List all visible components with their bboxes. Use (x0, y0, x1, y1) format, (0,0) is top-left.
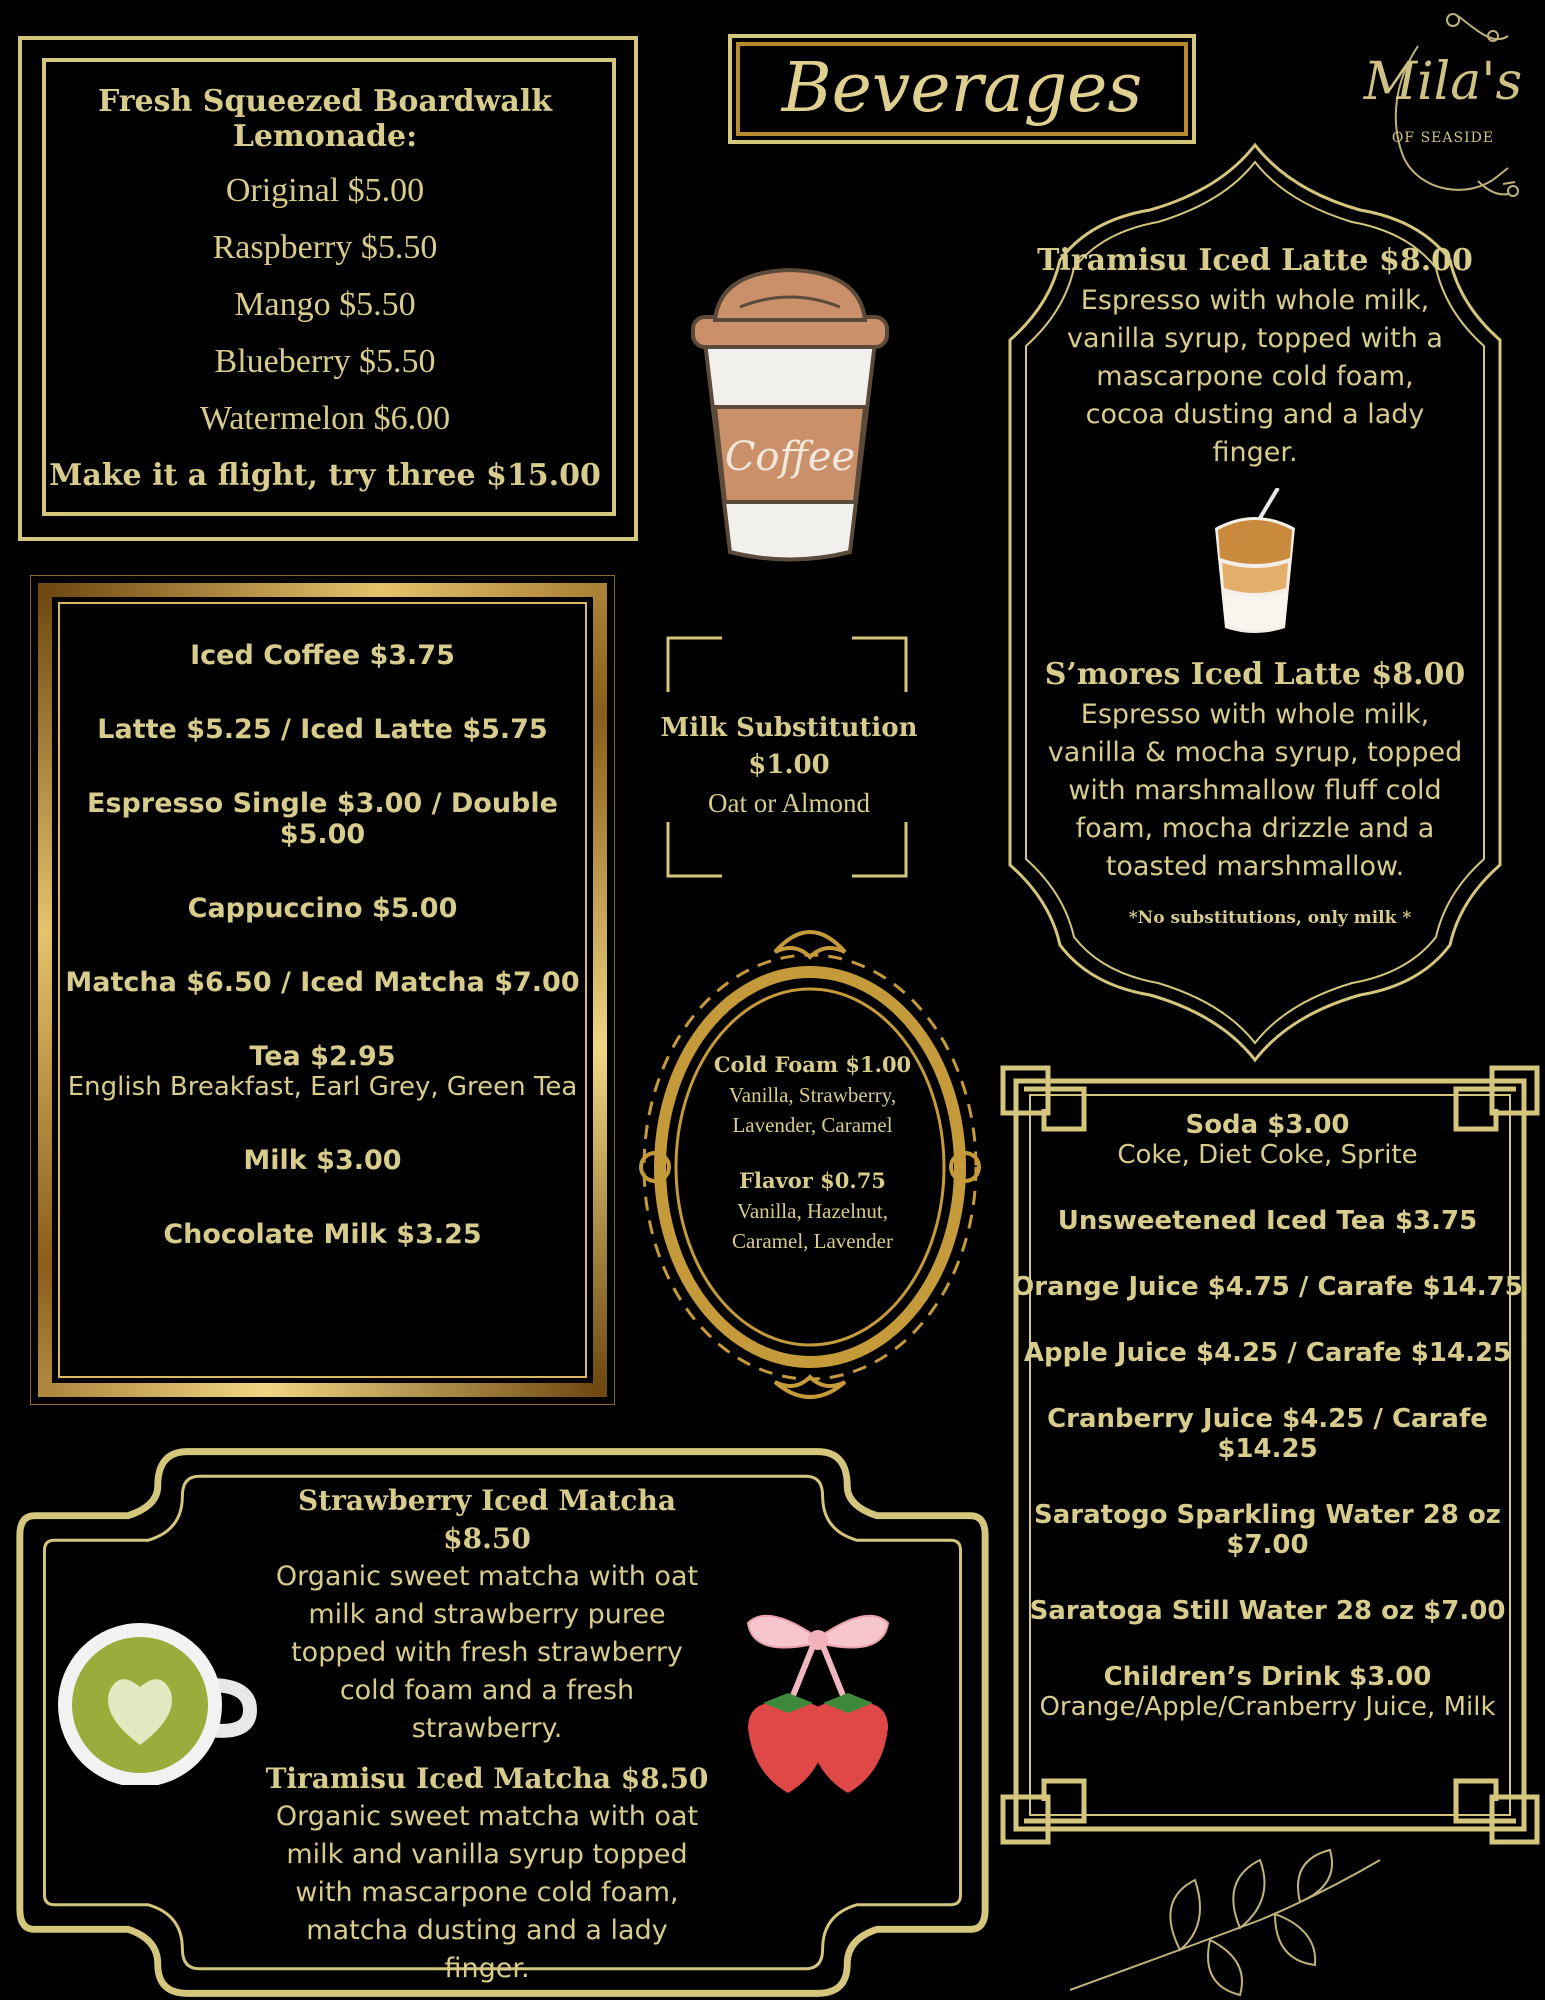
cold-foam-options: Vanilla, Strawberry, (728, 1083, 897, 1107)
milk-substitution-panel (650, 710, 928, 822)
soda-item: Soda $3.00 (1185, 1110, 1350, 1140)
lemonade-item: Watermelon $6.00 (199, 400, 451, 437)
coffee-item: Espresso Single $3.00 / Double $5.00 (87, 788, 558, 850)
lemonade-item: Blueberry $5.50 (214, 343, 436, 380)
logo-name: Mila's (1363, 52, 1523, 112)
tiramisu-latte-desc: vanilla syrup, topped with a (1067, 323, 1443, 354)
strawberry-matcha-desc: Organic sweet matcha with oat (275, 1561, 699, 1592)
matcha-cup-icon (50, 1615, 260, 1785)
flavor-options: Caramel, Lavender (732, 1229, 893, 1253)
drink-item: Unsweetened Iced Tea $3.75 (1057, 1206, 1478, 1236)
drink-item: Orange Juice $4.75 / Carafe $14.75 (1012, 1272, 1523, 1302)
lemonade-item: Mango $5.50 (234, 286, 416, 323)
coffee-item: Iced Coffee $3.75 (190, 640, 455, 671)
drink-item: Saratogo Sparkling Water 28 oz $7.00 (1034, 1500, 1501, 1560)
cold-foam-title: Cold Foam $1.00 (713, 1052, 912, 1077)
smores-latte-title: S’mores Iced Latte $8.00 (1044, 657, 1466, 692)
milk-substitution-price: $1.00 (748, 750, 830, 780)
flavor-title: Flavor $0.75 (739, 1168, 886, 1193)
logo-subtitle: OF SEASIDE (1391, 130, 1495, 146)
smores-latte-desc: with marshmallow fluff cold (1068, 775, 1442, 806)
strawberry-matcha-desc: topped with fresh strawberry (291, 1637, 683, 1668)
matcha-panel (262, 1482, 712, 1988)
tiramisu-latte-desc: finger. (1212, 437, 1298, 468)
lemonade-panel (20, 84, 630, 505)
milk-substitution-title: Milk Substitution (660, 713, 918, 743)
lemonade-item: Raspberry $5.50 (212, 229, 438, 266)
leaf-branch-icon (1060, 1840, 1400, 2000)
cold-foam-options: Lavender, Caramel (732, 1113, 893, 1137)
tiramisu-matcha-desc: milk and vanilla syrup topped (286, 1839, 688, 1870)
soda-options: Coke, Diet Coke, Sprite (1117, 1140, 1418, 1170)
coffee-item: Latte $5.25 / Iced Latte $5.75 (97, 714, 548, 745)
soda-panel (1010, 1110, 1525, 1758)
strawberry-bow-icon (738, 1598, 898, 1798)
smores-latte-desc: toasted marshmallow. (1105, 851, 1405, 882)
tiramisu-latte-desc: Espresso with whole milk, (1080, 285, 1430, 316)
strawberry-matcha-desc: strawberry. (411, 1713, 563, 1744)
lemonade-title: Fresh Squeezed Boardwalk Lemonade: (97, 84, 552, 154)
flavor-options: Vanilla, Hazelnut, (736, 1199, 889, 1223)
tea-options: English Breakfast, Earl Grey, Green Tea (67, 1072, 578, 1102)
children-drink-options: Orange/Apple/Cranberry Juice, Milk (1039, 1692, 1496, 1722)
page-title: Beverages (781, 49, 1143, 128)
coffee-panel (40, 640, 605, 1293)
smores-latte-desc: Espresso with whole milk, (1080, 699, 1430, 730)
tiramisu-matcha-title: Tiramisu Iced Matcha $8.50 (265, 1762, 709, 1795)
tiramisu-matcha-desc: with mascarpone cold foam, (295, 1877, 679, 1908)
tiramisu-latte-desc: mascarpone cold foam, (1096, 361, 1414, 392)
cold-foam-panel (690, 1050, 935, 1256)
children-drink: Children’s Drink $3.00 (1103, 1662, 1432, 1692)
tiramisu-matcha-desc: finger. (444, 1953, 530, 1984)
latte-note: *No substitutions, only milk * (1128, 908, 1412, 928)
strawberry-matcha-desc: milk and strawberry puree (308, 1599, 666, 1630)
coffee-cup-icon (685, 262, 895, 572)
tiramisu-latte-desc: cocoa dusting and a lady (1085, 399, 1425, 430)
lemonade-flight: Make it a flight, try three $15.00 (49, 458, 601, 493)
drink-item: Apple Juice $4.25 / Carafe $14.25 (1023, 1338, 1512, 1368)
coffee-item: Cappuccino $5.00 (187, 893, 458, 924)
smores-latte-desc: foam, mocha drizzle and a (1075, 813, 1435, 844)
iced-latte-icon (1210, 488, 1300, 638)
coffee-cup-label: Coffee (724, 434, 856, 480)
milk-substitution-options: Oat or Almond (708, 788, 870, 818)
tiramisu-matcha-desc: matcha dusting and a lady (306, 1915, 668, 1946)
smores-latte-desc: vanilla & mocha syrup, topped (1047, 737, 1463, 768)
drink-item: Saratoga Still Water 28 oz $7.00 (1029, 1596, 1506, 1626)
strawberry-matcha-title: Strawberry Iced Matcha $8.50 (298, 1484, 676, 1555)
tiramisu-latte-title: Tiramisu Iced Latte $8.00 (1037, 243, 1473, 278)
tea-item: Tea $2.95 (249, 1041, 396, 1072)
milk-item: Milk $3.00 (243, 1145, 402, 1176)
coffee-item: Matcha $6.50 / Iced Matcha $7.00 (65, 967, 580, 998)
tiramisu-matcha-desc: Organic sweet matcha with oat (275, 1801, 699, 1832)
drink-item: Cranberry Juice $4.25 / Carafe $14.25 (1047, 1404, 1488, 1464)
strawberry-matcha-desc: cold foam and a fresh (339, 1675, 635, 1706)
chocolate-milk-item: Chocolate Milk $3.25 (163, 1219, 482, 1250)
lemonade-item: Original $5.00 (225, 172, 425, 209)
